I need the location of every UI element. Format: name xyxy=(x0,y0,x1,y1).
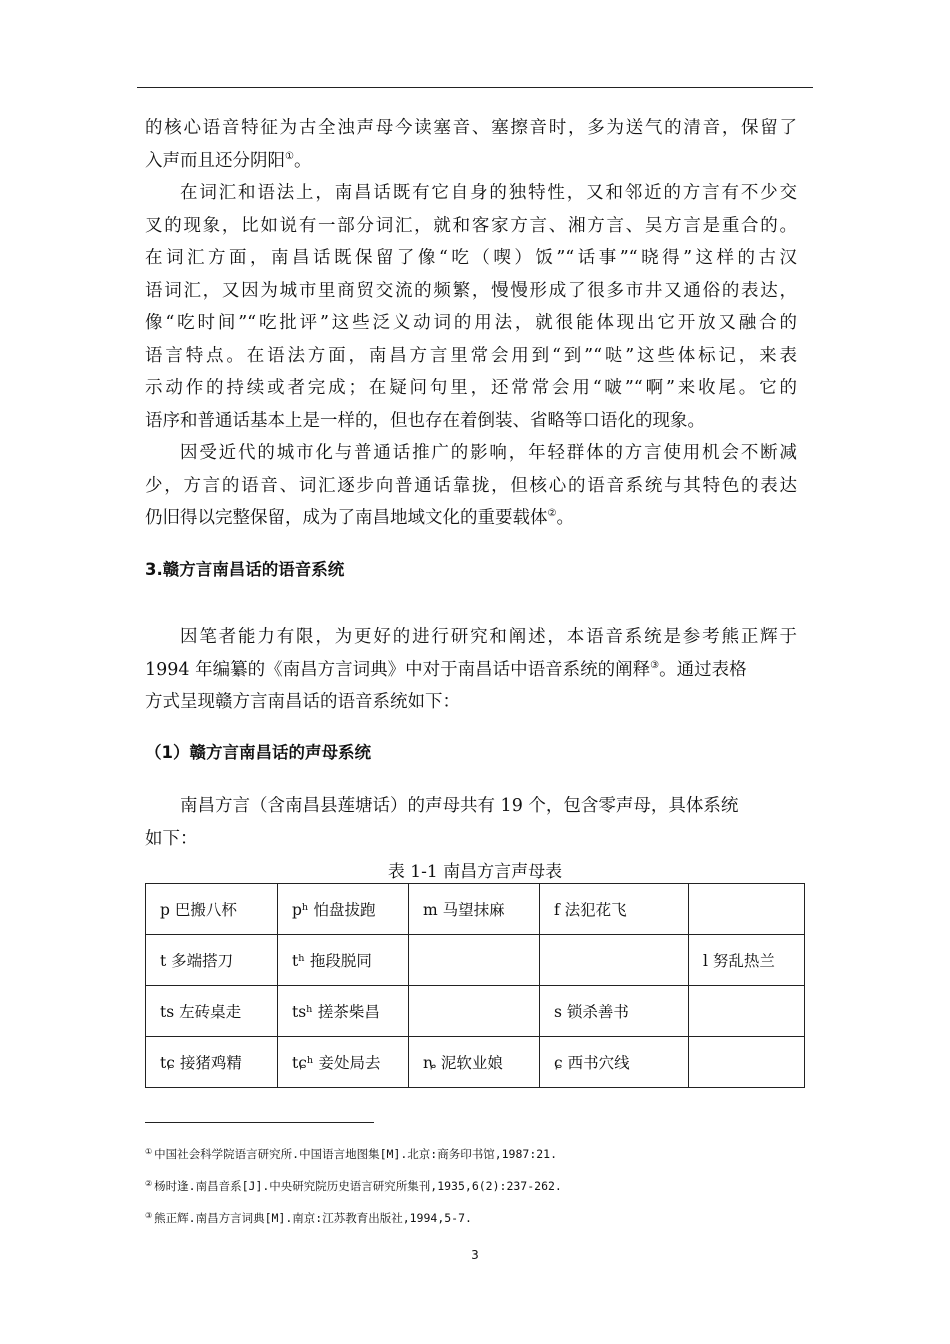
text-line: 语言特点。在语法方面，南昌方言里常会用到“到”“哒”这些体标记，来表 xyxy=(145,345,797,366)
paragraph-phonetics xyxy=(145,112,797,177)
table-row xyxy=(146,986,805,1037)
footnote-text: 中国社会科学院语言研究所.中国语言地图集[M].北京:商务印书馆,1987:21. xyxy=(154,1147,558,1161)
text-line: 示动作的持续或者完成；在疑问句里，还常常会用“啵”“啊”来收尾。它的 xyxy=(145,378,797,398)
footnote-ref[interactable]: ① xyxy=(285,150,294,162)
footnote-2 xyxy=(145,1178,562,1194)
footnote-mark: ③ xyxy=(145,1211,153,1220)
paragraph-method xyxy=(145,621,797,719)
text-line: 在词汇方面，南昌话既保留了像“吃（喫）饭”“话事”“晓得”这样的古汉 xyxy=(145,248,797,268)
table-row xyxy=(146,935,805,986)
table-cell: ts 左砖桌走 xyxy=(146,986,278,1037)
text-line: 仍旧得以完整保留，成为了南昌地域文化的重要载体②。 xyxy=(145,508,574,528)
text-line: 叉的现象，比如说有一部分词汇，就和客家方言、湘方言、吴方言是重合的。 xyxy=(145,215,797,236)
text-line: 1994 年编纂的《南昌方言词典》中对于南昌话中语音系统的阐释③。通过表格 xyxy=(145,659,747,680)
header-rule xyxy=(137,87,813,88)
table-caption: 表 1-1 南昌方言声母表 xyxy=(387,862,563,882)
text-line: 少，方言的语音、词汇逐步向普通话靠拢，但核心的语音系统与其特色的表达 xyxy=(145,475,797,496)
text-line: 语词汇，又因为城市里商贸交流的频繁，慢慢形成了很多市井又通俗的表达， xyxy=(145,280,797,301)
paragraph-urbanization xyxy=(145,437,797,535)
table-cell: l 努乱热兰 xyxy=(689,935,805,986)
table-row xyxy=(146,1037,805,1088)
table-cell: s 锁杀善书 xyxy=(540,986,689,1037)
table-cell: tʰ 拖段脱同 xyxy=(278,935,409,986)
section-heading: 3.赣方言南昌话的语音系统 xyxy=(145,560,345,579)
footnote-ref[interactable]: ② xyxy=(547,508,557,519)
footnote-text: 熊正辉.南昌方言词典[M].南京:江苏教育出版社,1994,5-7. xyxy=(154,1211,472,1225)
subsection-heading: （1）赣方言南昌话的声母系统 xyxy=(145,743,371,762)
text-line: 在词汇和语法上，南昌话既有它自身的独特性，又和邻近的方言有不少交 xyxy=(180,183,797,203)
table-cell: t 多端搭刀 xyxy=(146,935,278,986)
footnote-mark: ① xyxy=(145,1147,153,1156)
table-cell xyxy=(689,884,805,935)
text-line: 入声而且还分阴阳①。 xyxy=(145,150,312,171)
paragraph-initials-intro xyxy=(145,790,797,855)
table-cell xyxy=(689,986,805,1037)
table-cell: tɕ 接猪鸡精 xyxy=(146,1037,278,1088)
text-line: 如下： xyxy=(145,828,198,849)
footnote-3 xyxy=(145,1210,472,1226)
table-cell xyxy=(409,986,540,1037)
paragraph-vocabulary-grammar xyxy=(145,177,797,437)
initials-table xyxy=(145,883,805,1088)
table-cell: tsʰ 搓茶柴昌 xyxy=(278,986,409,1037)
text-line: 因笔者能力有限，为更好的进行研究和阐述，本语音系统是参考熊正辉于 xyxy=(180,627,797,647)
table-cell xyxy=(689,1037,805,1088)
table-cell xyxy=(540,935,689,986)
text-line: 语序和普通话基本上是一样的，但也存在着倒装、省略等口语化的现象。 xyxy=(145,410,705,431)
table-cell: ɕ 西书穴线 xyxy=(540,1037,689,1088)
table-cell: tɕʰ 妾处局去 xyxy=(278,1037,409,1088)
text-line: 的核心语音特征为古全浊声母今读塞音、塞擦音时，多为送气的清音，保留了 xyxy=(145,118,797,138)
footnote-separator xyxy=(145,1122,374,1123)
table-row xyxy=(146,884,805,935)
table-cell: m 马望抹麻 xyxy=(409,884,540,935)
footnote-1 xyxy=(145,1146,557,1162)
table-cell: f 法犯花飞 xyxy=(540,884,689,935)
table-cell: ȵ 泥软业娘 xyxy=(409,1037,540,1088)
footnote-text: 杨时逢.南昌音系[J].中央研究院历史语言研究所集刊,1935,6(2):237-262. xyxy=(154,1179,562,1193)
text-line: 南昌方言（含南昌县莲塘话）的声母共有 19 个，包含零声母，具体系统 xyxy=(180,796,739,816)
table-cell: pʰ 怕盘拔跑 xyxy=(278,884,409,935)
text-line: 像“吃时间”“吃批评”这些泛义动词的用法，就很能体现出它开放又融合的 xyxy=(145,313,797,333)
footnote-ref[interactable]: ③ xyxy=(650,659,660,671)
table-cell: p 巴搬八杯 xyxy=(146,884,278,935)
footnote-mark: ② xyxy=(145,1179,153,1188)
text-line: 因受近代的城市化与普通话推广的影响，年轻群体的方言使用机会不断减 xyxy=(180,443,797,463)
text-line: 方式呈现赣方言南昌话的语音系统如下： xyxy=(145,692,460,712)
table-cell xyxy=(409,935,540,986)
page-number: 3 xyxy=(471,1248,479,1262)
